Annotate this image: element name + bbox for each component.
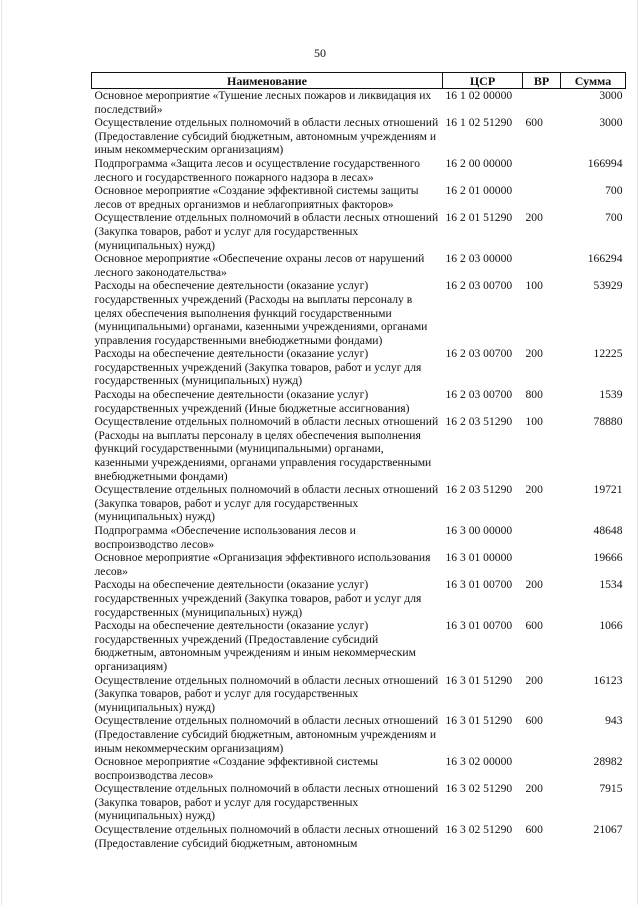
row-name: Осуществление отдельных полномочий в области лесных отношений (Закупка товаров, работ и услуг для государственных (муниципальных) нужд) <box>94 211 439 252</box>
row-code: 16 2 03 00700 <box>445 279 513 293</box>
row-name: Осуществление отдельных полномочий в области лесных отношений (Закупка товаров, работ и услуг для государственных (муниципальных) нужд) <box>94 483 439 524</box>
page-number: 50 <box>314 46 326 60</box>
row-name: Осуществление отдельных полномочий в области лесных отношений (Закупка товаров, работ и услуг для государственных (муниципальных) нужд) <box>94 673 439 714</box>
row-vr <box>523 157 561 184</box>
row-name: Основное мероприятие «Организация эффективного использования лесов» <box>94 551 431 578</box>
row-sum: 53929 <box>593 279 623 293</box>
row-name: Подпрограмма «Обеспечение использования лесов и воспроизводство лесов» <box>94 524 356 551</box>
row-name: Расходы на обеспечение деятельности (оказание услуг) государственных учреждений (Закупка товаров, работ и услуг для государственных (муниципальных) нужд) <box>94 347 422 388</box>
table-row <box>92 714 626 755</box>
table-row <box>92 184 626 211</box>
budget-table <box>91 72 626 850</box>
row-name: Осуществление отдельных полномочий в области лесных отношений (Расходы на выплаты персоналу в целях обеспечения выполнения функций государственными (муниципальными) органами, казенными учреждениями, органами управления государственными внебюджетными фондами) <box>94 415 439 483</box>
scan-edge-right <box>637 0 638 905</box>
row-sum: 16123 <box>593 673 623 687</box>
table-row <box>92 619 626 673</box>
row-code: 16 3 01 51290 <box>445 714 513 728</box>
row-sum: 21067 <box>593 823 623 837</box>
table-row <box>92 823 626 850</box>
header-name: Наименование <box>92 73 443 89</box>
row-name: Подпрограмма «Защита лесов и осуществление государственного лесного и государственного пожарного надзора в лесах» <box>94 156 420 184</box>
row-vr: 600 <box>525 116 543 130</box>
row-vr: 100 <box>525 279 543 293</box>
row-vr: 600 <box>525 714 543 728</box>
table-row <box>92 578 626 619</box>
row-sum: 3000 <box>599 89 623 102</box>
table-row <box>92 388 626 415</box>
row-name: Осуществление отдельных полномочий в области лесных отношений (Предоставление субсидий бюджетным, автономным <box>94 823 439 850</box>
row-code: 16 2 00 00000 <box>445 156 513 170</box>
table-row <box>92 782 626 823</box>
row-name: Основное мероприятие «Создание эффективной системы воспроизводства лесов» <box>94 755 378 782</box>
row-sum: 78880 <box>593 415 623 429</box>
table-row <box>92 551 626 578</box>
row-name: Расходы на обеспечение деятельности (оказание услуг) государственных учреждений (Иные бюджетные ассигнования) <box>94 388 410 415</box>
table-row <box>92 211 626 252</box>
row-code: 16 2 03 00700 <box>445 347 513 361</box>
row-sum: 12225 <box>593 347 623 361</box>
row-sum: 19721 <box>593 483 623 497</box>
table-row <box>92 116 626 157</box>
table-body <box>92 89 626 851</box>
table-row <box>92 279 626 347</box>
row-vr <box>523 755 561 782</box>
header-code: ЦСР <box>443 73 523 89</box>
row-code: 16 3 01 00700 <box>445 578 513 592</box>
row-name: Осуществление отдельных полномочий в области лесных отношений (Закупка товаров, работ и услуг для государственных (муниципальных) нужд) <box>94 782 439 823</box>
row-code: 16 2 03 00700 <box>445 388 513 402</box>
row-sum: 166994 <box>587 156 623 170</box>
row-vr <box>523 524 561 551</box>
row-code: 16 1 02 00000 <box>445 89 513 102</box>
row-sum: 943 <box>605 714 623 728</box>
table-row <box>92 252 626 279</box>
row-name: Расходы на обеспечение деятельности (оказание услуг) государственных учреждений (Расходы на выплаты персоналу в целях обеспечения выполнения функций государственными (муниципальными) органами, казенными учреждениями, органами управления государственными внебюджетными фондами) <box>94 279 428 347</box>
table-row <box>92 347 626 388</box>
row-vr <box>523 89 561 117</box>
header-sum: Сумма <box>561 73 626 89</box>
row-vr <box>523 184 561 211</box>
row-sum: 7915 <box>599 782 623 796</box>
table-row <box>92 89 626 117</box>
table-row <box>92 415 626 483</box>
row-vr: 600 <box>525 619 543 633</box>
row-vr <box>523 252 561 279</box>
row-vr: 100 <box>525 415 543 429</box>
row-vr: 200 <box>525 673 543 687</box>
row-vr <box>523 551 561 578</box>
table-row <box>92 483 626 524</box>
row-code: 16 2 03 51290 <box>445 415 513 429</box>
row-code: 16 3 02 00000 <box>445 755 513 769</box>
row-name: Осуществление отдельных полномочий в области лесных отношений (Предоставление субсидий бюджетным, автономным учреждениям и иным некоммерческим организациям) <box>94 116 439 157</box>
row-name: Основное мероприятие «Создание эффективной системы защиты лесов от вредных организмов и неблагоприятных факторов» <box>94 184 419 211</box>
row-code: 16 2 01 00000 <box>445 184 513 198</box>
row-vr: 200 <box>525 578 543 592</box>
table-row <box>92 524 626 551</box>
row-sum: 28982 <box>593 755 623 769</box>
scan-edge-left <box>1 0 2 905</box>
row-sum: 1066 <box>599 619 623 633</box>
row-sum: 700 <box>605 211 623 225</box>
row-sum: 48648 <box>593 524 623 537</box>
row-vr: 200 <box>525 483 543 497</box>
table-header-row <box>92 73 626 89</box>
row-vr: 200 <box>525 347 543 361</box>
row-code: 16 2 01 51290 <box>445 211 513 225</box>
row-sum: 1534 <box>599 578 623 592</box>
row-vr: 600 <box>525 823 543 837</box>
row-name: Осуществление отдельных полномочий в области лесных отношений (Предоставление субсидий бюджетным, автономным учреждениям и иным некоммерческим организациям) <box>94 714 439 755</box>
row-name: Основное мероприятие «Тушение лесных пожаров и ликвидация их последствий» <box>94 89 432 116</box>
row-code: 16 1 02 51290 <box>445 116 513 130</box>
row-sum: 19666 <box>593 551 623 565</box>
row-name: Расходы на обеспечение деятельности (оказание услуг) государственных учреждений (Предоставление субсидий бюджетным, автономным учреждениям и иным некоммерческим организациям) <box>94 619 416 673</box>
table-row <box>92 674 626 715</box>
row-code: 16 3 02 51290 <box>445 782 513 796</box>
row-code: 16 3 01 00000 <box>445 551 513 565</box>
row-name: Основное мероприятие «Обеспечение охраны лесов от нарушений лесного законодательства» <box>94 252 425 279</box>
row-vr: 800 <box>525 388 543 402</box>
row-code: 16 3 01 51290 <box>445 673 513 687</box>
table-row <box>92 755 626 782</box>
row-code: 16 3 02 51290 <box>445 823 513 837</box>
row-sum: 166294 <box>587 252 623 266</box>
row-code: 16 3 01 00700 <box>445 619 513 633</box>
table-row <box>92 157 626 184</box>
row-name: Расходы на обеспечение деятельности (оказание услуг) государственных учреждений (Закупка товаров, работ и услуг для государственных (муниципальных) нужд) <box>94 578 422 619</box>
row-code: 16 3 00 00000 <box>445 524 513 537</box>
row-code: 16 2 03 00000 <box>445 252 513 266</box>
row-code: 16 2 03 51290 <box>445 483 513 497</box>
row-sum: 1539 <box>599 388 623 402</box>
row-sum: 3000 <box>599 116 623 130</box>
row-vr: 200 <box>525 211 543 225</box>
row-vr: 200 <box>525 782 543 796</box>
header-vr: ВР <box>523 73 561 89</box>
row-sum: 700 <box>605 184 623 198</box>
